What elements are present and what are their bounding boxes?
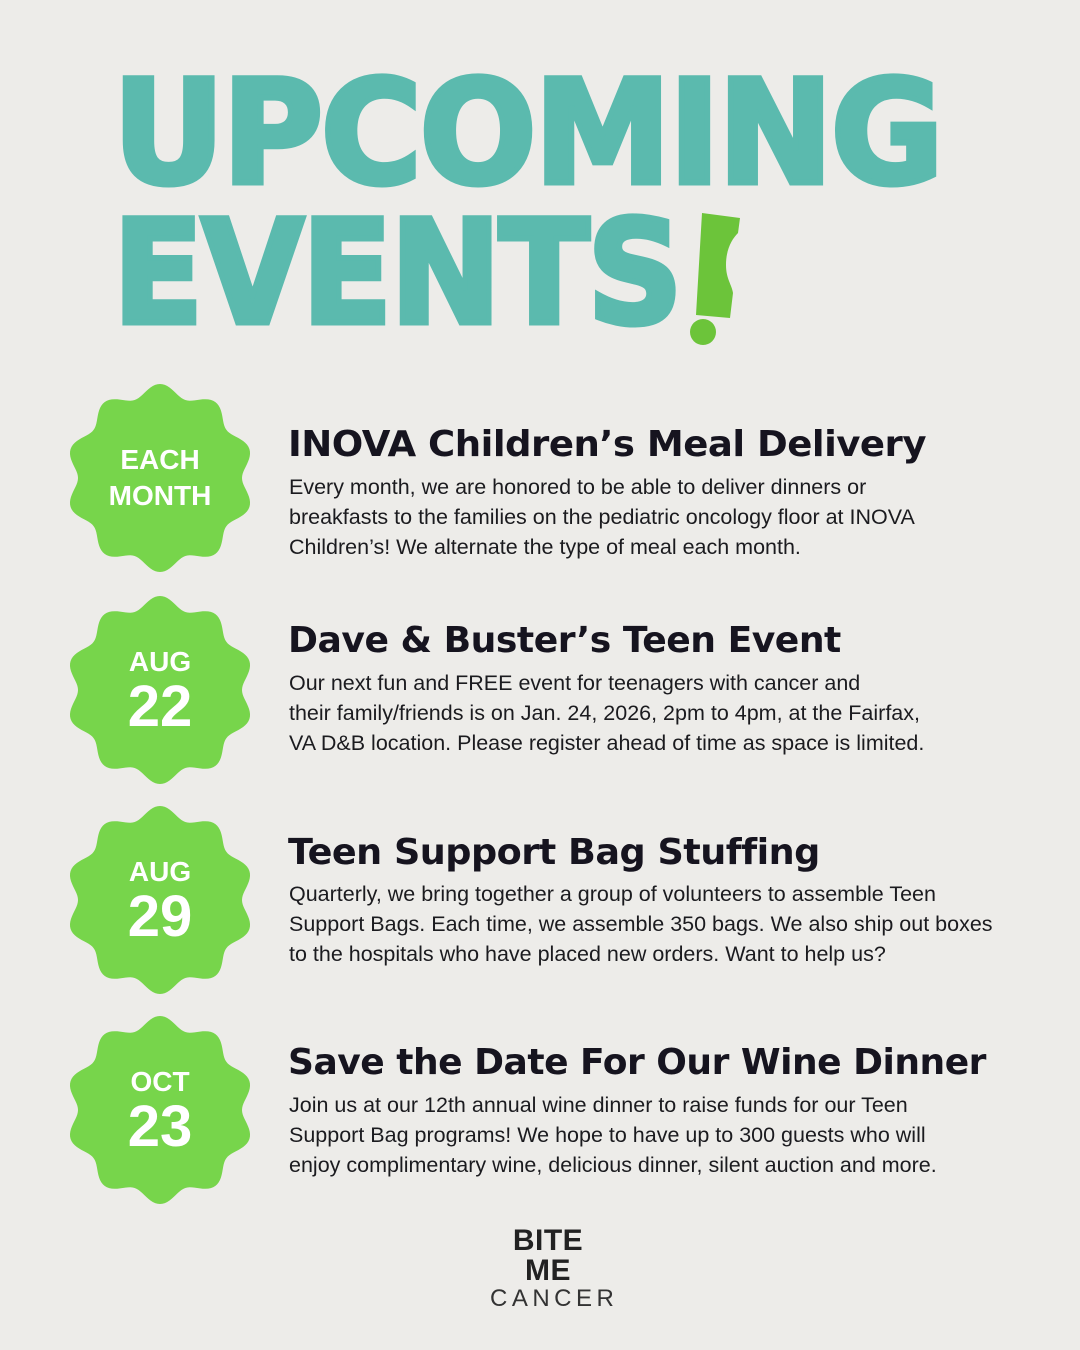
badge-text — [64, 382, 256, 574]
description-line: enjoy complimentary wine, delicious dinner, silent auction and more. — [289, 1153, 937, 1177]
logo-line-2: CANCER — [490, 1285, 619, 1312]
event-description — [289, 1090, 937, 1180]
badge-text — [64, 1014, 256, 1206]
description-line: Quarterly, we bring together a group of volunteers to assemble Teen — [289, 882, 936, 906]
event-title: Teen Support Bag Stuffing — [288, 832, 820, 873]
badge-month: OCT — [130, 1066, 190, 1097]
description-line: VA D&B location. Please register ahead of time as space is limited. — [289, 731, 925, 755]
badge-text — [64, 804, 256, 996]
description-line: their family/friends is on Jan. 24, 2026, 2pm to 4pm, at the Fairfax, — [289, 701, 920, 725]
event-title: Save the Date For Our Wine Dinner — [288, 1042, 986, 1083]
page-title-line-2: EVENTS — [113, 190, 681, 357]
badge-text — [64, 594, 256, 786]
description-line: breakfasts to the families on the pediatric oncology floor at INOVA — [289, 505, 915, 529]
event-dave-busters — [0, 594, 1080, 784]
event-title: INOVA Children’s Meal Delivery — [288, 424, 926, 465]
event-meal-delivery — [0, 382, 1080, 572]
event-wine-dinner — [0, 1014, 1080, 1204]
description-line: Support Bag programs! We hope to have up to 300 guests who will — [289, 1123, 926, 1147]
description-line: Every month, we are honored to be able to deliver dinners or — [289, 475, 867, 499]
bite-me-cancer-logo — [486, 1224, 619, 1312]
badge-line-1: EACH — [120, 444, 200, 475]
description-line: Children’s! We alternate the type of meal each month. — [289, 535, 801, 559]
logo-line-1: BITE ME — [512, 1224, 584, 1287]
badge-month: AUG — [128, 646, 192, 677]
badge-line-2: MONTH — [108, 480, 212, 511]
event-bag-stuffing — [0, 804, 1080, 994]
badge-day: 22 — [127, 674, 193, 739]
event-description — [289, 879, 993, 969]
badge-day: 29 — [127, 884, 193, 949]
badge-month: AUG — [128, 856, 192, 887]
date-badge — [64, 804, 256, 996]
event-description — [289, 668, 924, 758]
event-description — [289, 472, 915, 562]
date-badge — [64, 1014, 256, 1206]
page-title-line-1: UPCOMING — [113, 50, 942, 217]
event-title: Dave & Buster’s Teen Event — [288, 620, 841, 661]
exclamation-icon — [680, 205, 760, 355]
date-badge — [64, 594, 256, 786]
badge-day: 23 — [127, 1094, 193, 1159]
date-badge — [64, 382, 256, 574]
description-line: Support Bags. Each time, we assemble 350 bags. We also ship out boxes — [289, 912, 993, 936]
description-line: Join us at our 12th annual wine dinner to raise funds for our Teen — [289, 1093, 908, 1117]
description-line: Our next fun and FREE event for teenagers with cancer and — [289, 671, 861, 695]
description-line: to the hospitals who have placed new orders. Want to help us? — [289, 942, 886, 966]
